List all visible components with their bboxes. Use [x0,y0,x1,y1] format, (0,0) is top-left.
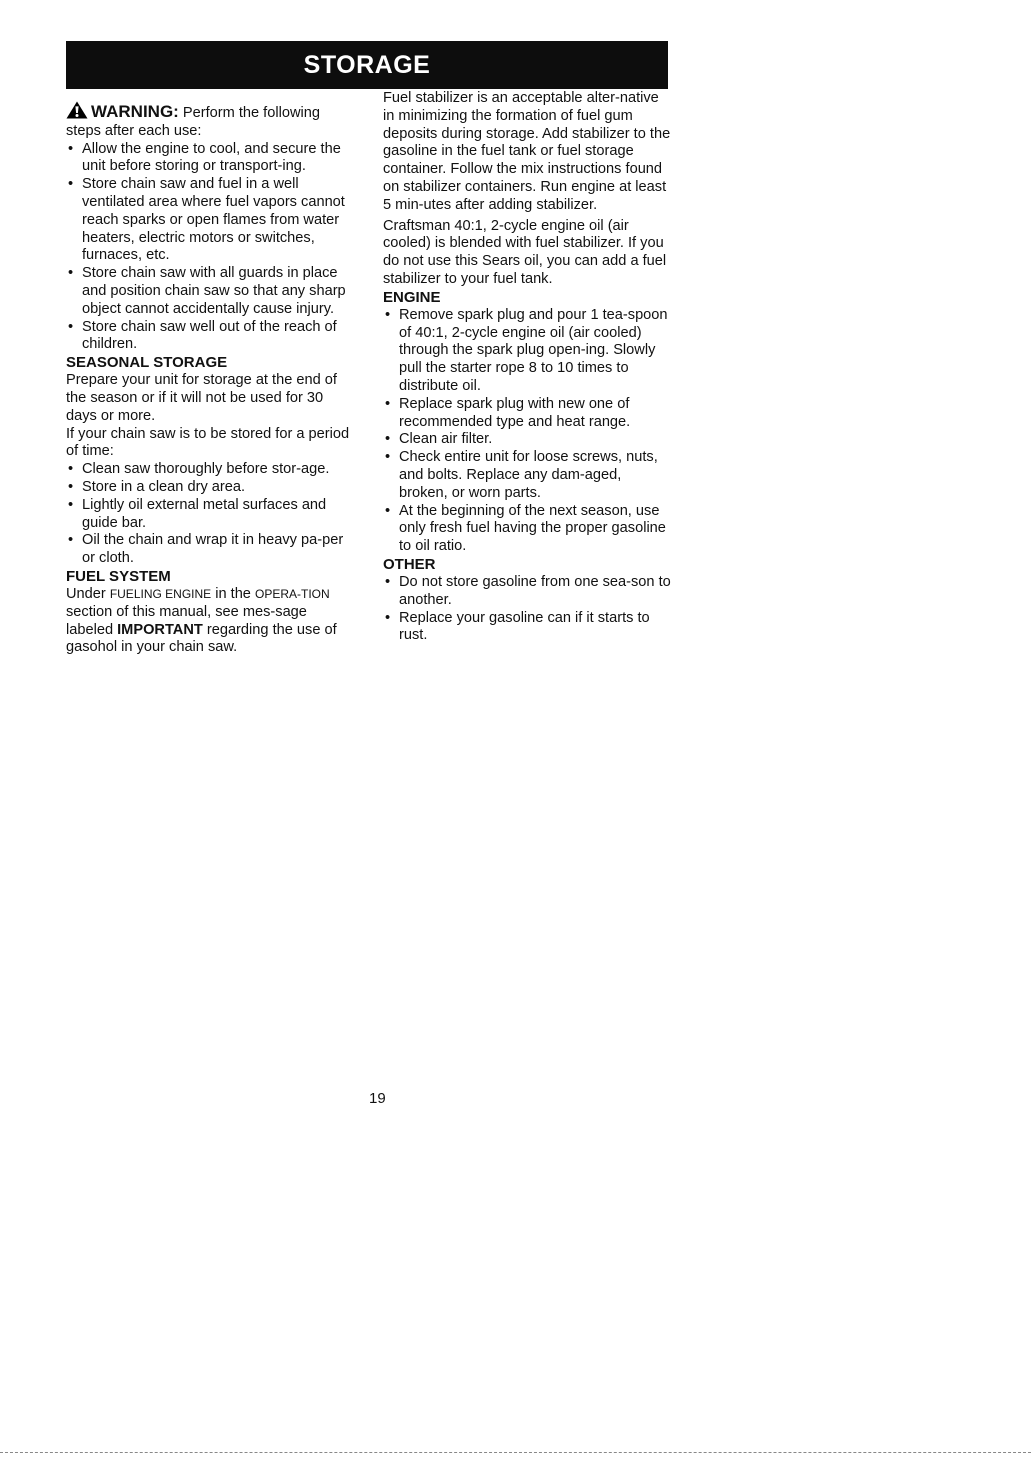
warning-triangle-icon [66,101,88,119]
section-header-bar [66,41,668,89]
other-heading: OTHER [383,555,436,573]
list-item: • Clean air filter. [383,431,673,449]
seasonal-paragraph-2: If your chain saw is to be stored for a period of time: [66,425,350,460]
fuel-text-1: Under [66,585,110,602]
warning-text-2: steps after each use: [66,122,202,139]
fuel-ref-fueling-engine: FUELING ENGINE [109,586,212,601]
list-item: • Lightly oil external metal surfaces and guide bar. [66,497,358,533]
fuel-system-paragraph [66,586,358,657]
stabilizer-paragraph-2: Craftsman 40:1, 2-cycle engine oil (air cooled) is blended with fuel stabilizer. If you do not use this Sears oil, you can add a fuel stabilizer to your fuel tank. [383,217,667,287]
list-item: • Oil the chain and wrap it in heavy pa-per or cloth. [66,532,358,568]
seasonal-list [66,461,358,568]
stabilizer-paragraph-1: Fuel stabilizer is an acceptable alter-native in minimizing the formation of fuel gum deposits during storage. Add stabilizer to the gasoline in the fuel tank or fuel storage container. Follow the mix instructions found on stabilizer containers. Run engine at least 5 min-utes after adding stabilizer. [383,90,671,213]
page-bottom-divider [0,1452,1031,1453]
list-item: • Allow the engine to cool, and secure the unit before storing or transport-ing. [66,141,358,177]
list-item: • Do not store gasoline from one sea-son to another. [383,574,673,610]
list-item: • Store chain saw well out of the reach of children. [66,319,358,355]
list-item: • Replace spark plug with new one of recommended type and heat range. [383,396,673,432]
seasonal-storage-heading: SEASONAL STORAGE [66,354,228,372]
fuel-text-4: regarding the use of gasohol in your chain saw. [66,621,337,656]
section-title: STORAGE [303,50,431,79]
warning-label: WARNING: [91,102,179,121]
list-item: • Remove spark plug and pour 1 tea-spoon of 40:1, 2-cycle engine oil (air cooled) through the spark plug open-ing. Slowly pull the starter rope 8 to 10 times to distribute oil. [383,307,673,396]
list-item: • Store chain saw with all guards in place and position chain saw so that any sharp object cannot accidentally cause injury. [66,265,358,318]
left-column [66,101,358,657]
fuel-ref-operation: OPERA-TION [254,586,330,601]
fuel-text-2: in the [211,585,255,602]
fuel-system-heading: FUEL SYSTEM [66,567,171,585]
list-item: • Store chain saw and fuel in a well ventilated area where fuel vapors cannot reach sparks or open flames from water heaters, electric motors or switches, furnaces, etc. [66,176,358,265]
engine-list [383,307,673,556]
warning-text-1: Perform the following [178,105,320,121]
page-number: 19 [369,1090,386,1107]
list-item: • Clean saw thoroughly before stor-age. [66,461,358,479]
list-item: • Store in a clean dry area. [66,479,358,497]
list-item: • At the beginning of the next season, use only fresh fuel having the proper gasoline to oil ratio. [383,503,673,556]
seasonal-paragraph-1: Prepare your unit for storage at the end of the season or if it will not be used for 30 days or more. [66,372,337,424]
warning-paragraph [66,101,358,141]
fuel-important-label: IMPORTANT [117,621,203,638]
other-list [383,574,673,645]
engine-heading: ENGINE [383,288,441,306]
list-item: • Check entire unit for loose screws, nuts, and bolts. Replace any dam-aged, broken, or worn parts. [383,449,673,502]
list-item: • Replace your gasoline can if it starts to rust. [383,610,673,646]
warning-list [66,141,358,355]
fuel-text-3: section of this manual, see mes-sage labeled [66,603,307,638]
right-column [383,90,673,645]
